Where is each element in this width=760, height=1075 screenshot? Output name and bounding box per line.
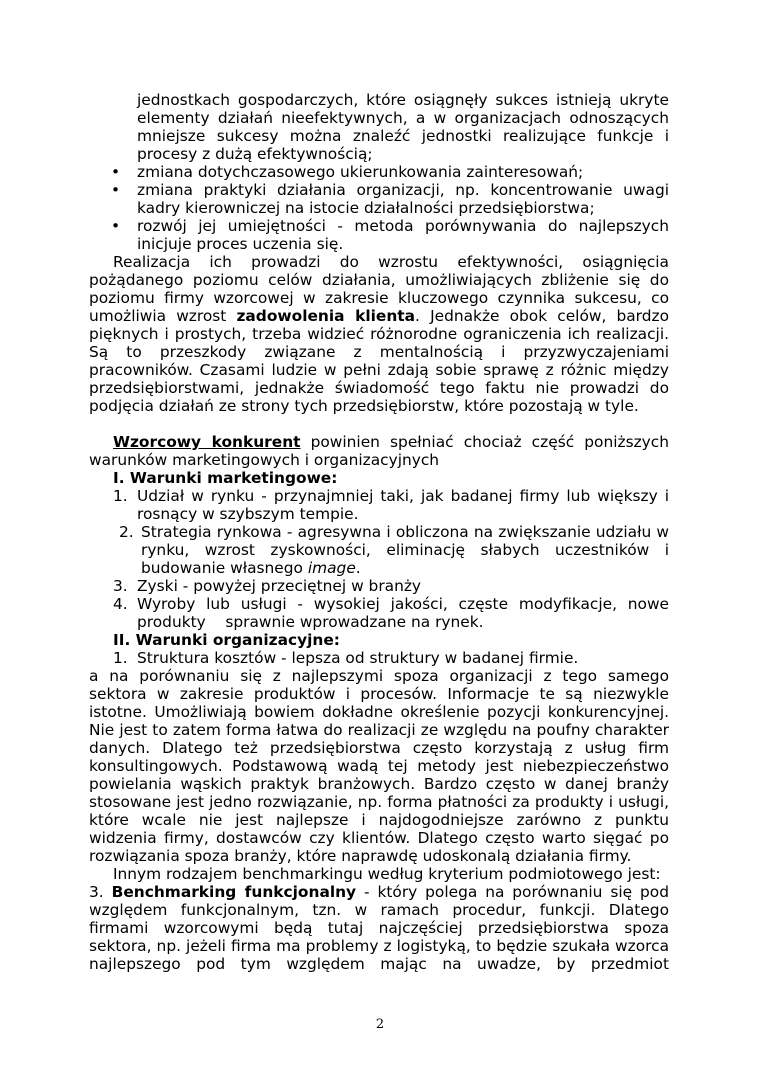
section-heading-marketing: I. Warunki marketingowe: <box>113 469 338 487</box>
paragraph-porownanie: a na porównaniu się z najlepszymi spoza organizacji z tego samego sektora w zakresie produktów i procesów. Informacje te są niezwykle istotne. Umożliwiają bowiem dokładne określenie pozycji konkurencyjnej. Nie jest to zatem forma łatwa do realizacji ze względu na poufny charakter danych. Dlatego też przedsiębiorstwa często korzystają z usług firm konsultingowych. Podstawową wadą tej metody jest niebezpieczeństwo powielania wąskich praktyk branżowych. Bardzo często w danej branży stosowane jest jedno rozwiązanie, np. forma płatności za produkty i usługi, które wcale nie jest najlepsze i najdogodniejsze zarówno z punktu widzenia firmy, dostawców czy klientów. Dlatego często warto sięgać po rozwiązania spoza branży, które naprawdę udoskonalą działania firmy. <box>89 667 669 865</box>
bullet-list <box>89 163 669 253</box>
paragraph-innym: Innym rodzajem benchmarkingu według kryterium podmiotowego jest: <box>113 865 661 883</box>
bullet-text: zmiana praktyki działania organizacji, np. koncentrowanie uwagi kadry kierowniczej na istocie działalności przedsiębiorstwa; <box>137 181 669 217</box>
spacer <box>89 415 669 433</box>
paragraph-realizacja <box>89 253 669 415</box>
item-text: Wyroby lub usługi - wysokiej jakości, częste modyfikacje, nowe produkty sprawnie wprowadzane na rynek. <box>137 595 674 631</box>
item-number: 1. <box>113 649 128 667</box>
list-item <box>89 487 669 523</box>
continuation-text: jednostkach gospodarczych, które osiągnęły sukces istnieją ukryte elementy działań nieefektywnych, a w organizacjach odnoszących mniejsze sukcesy można znaleźć jednostki realizujące funkcje i procesy z dużą efektywnością; <box>137 91 669 163</box>
emphasis-text: Benchmarking funkcjonalny <box>111 883 357 901</box>
organizational-list <box>89 649 669 667</box>
item-number: 4. <box>113 595 128 613</box>
paragraph-text: - który polega na porównaniu się pod względem funkcjonalnym, tzn. w ramach procedur, funkcji. Dlatego firmami wzorcowymi będą tutaj najczęściej przedsiębiorstwa spoza sektora, np. jeżeli firma ma problemy z logistyką, to będzie szukała wzorca najlepszego pod tym względem mając na uwadze, by przedmiot <box>89 883 669 973</box>
item-text: . <box>355 559 361 577</box>
page-content <box>89 91 674 991</box>
page-number: 2 <box>375 1017 385 1032</box>
item-text: Zyski - powyżej przeciętnej w branży <box>137 577 422 595</box>
list-item <box>89 217 669 253</box>
list-item <box>89 649 669 667</box>
list-item <box>89 523 669 577</box>
bullet-icon: • <box>111 163 121 181</box>
item-number: 1. <box>113 487 128 505</box>
item-text: Strategia rynkowa - agresywna i obliczona na zwiększanie udziału w rynku, wzrost zyskowności, eliminację słabych uczestników i budowanie własnego <box>141 523 669 577</box>
bullet-icon: • <box>111 217 121 235</box>
paragraph-text: powinien spełniać chociaż część poniższych warunków marketingowych i organizacyjnych <box>89 433 670 469</box>
marketing-list <box>89 487 674 631</box>
item-number: 2. <box>119 523 134 541</box>
item-number: 3. <box>89 883 104 901</box>
section-heading-organizational: II. Warunki organizacyjne: <box>113 631 340 649</box>
paragraph-text: Realizacja ich prowadzi do wzrostu efektywności, osiągnięcia pożądanego poziomu celów działania, umożliwiających zbliżenie się do poziomu firmy wzorcowej w zakresie kluczowego czynnika sukcesu, co umożliwia wzrost <box>89 253 669 325</box>
list-item <box>89 577 669 595</box>
paragraph-funkcjonalny <box>89 883 669 991</box>
list-item <box>89 181 669 217</box>
item-number: 3. <box>113 577 128 595</box>
bullet-icon: • <box>111 181 121 199</box>
bullet-text: zmiana dotychczasowego ukierunkowania zainteresowań; <box>137 163 584 181</box>
emphasis-text: zadowolenia klienta <box>236 307 416 325</box>
paragraph-wzorcowy <box>89 433 669 469</box>
list-item <box>89 595 674 631</box>
list-item <box>89 163 669 181</box>
italic-text: image <box>307 559 356 577</box>
bullet-text: rozwój jej umiejętności - metoda porównywania do najlepszych inicjuje proces uczenia się. <box>137 217 669 253</box>
paragraph-text: . Jednakże obok celów, bardzo pięknych i prostych, trzeba widzieć różnorodne ograniczenia ich realizacji. Są to przeszkody związane z mentalnością i przyzwyczajeniami pracowników. Czasami ludzie w pełni zdają sobie sprawę z różnic między przedsiębiorstwami, jednakże świadomość tego faktu nie prowadzi do podjęcia działań ze strony tych przedsiębiorstw, które pozostają w tyle. <box>89 307 669 415</box>
item-text: Udział w rynku - przynajmniej taki, jak badanej firmy lub większy i rosnący w szybszym tempie. <box>137 487 669 523</box>
item-text: Struktura kosztów - lepsza od struktury w badanej firmie. <box>137 649 579 667</box>
defined-term: Wzorcowy konkurent <box>113 433 301 451</box>
